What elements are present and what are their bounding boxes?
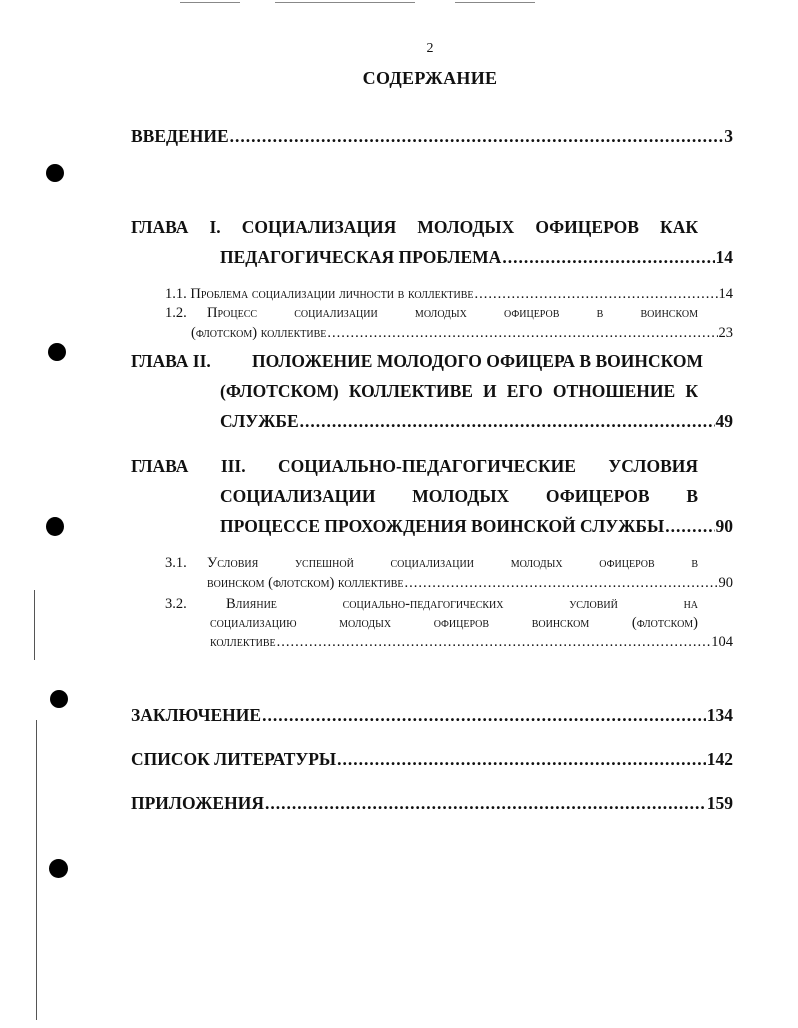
toc-page-number: 14	[718, 286, 733, 302]
toc-section-3-1-line1[interactable]: Условия успешной социализации молодых офицеров в	[207, 555, 699, 571]
toc-leader-dots	[230, 126, 724, 147]
toc-section-1-2-number: 1.2.	[165, 305, 187, 321]
toc-chapter-3-title-line1[interactable]: ГЛАВА III. СОЦИАЛЬНО-ПЕДАГОГИЧЕСКИЕ УСЛОВИЯ	[131, 456, 699, 476]
punch-hole-mark	[48, 343, 66, 361]
toc-entry-literature[interactable]: СПИСОК ЛИТЕРАТУРЫ ..... 142	[131, 749, 733, 770]
toc-page-number: 90	[718, 575, 733, 591]
toc-leader-dots	[475, 286, 718, 303]
toc-label: ВВЕДЕНИЕ	[131, 126, 229, 146]
toc-section-1-2-line2[interactable]: (флотском) коллективе ..... 23	[191, 325, 733, 342]
scan-artifact-line	[180, 2, 240, 3]
toc-chapter-3-title-line3[interactable]: ПРОЦЕССЕ ПРОХОЖДЕНИЯ ВОИНСКОЙ СЛУЖБЫ ..... 90	[220, 516, 733, 537]
scan-edge-line	[34, 590, 35, 660]
toc-leader-dots	[277, 634, 711, 651]
toc-page-number: 14	[715, 247, 733, 267]
toc-section-3-2-line1[interactable]: Влияние социально-педагогических условий на	[226, 596, 699, 612]
toc-leader-dots	[665, 516, 714, 537]
toc-chapter-2-title-line1[interactable]: ПОЛОЖЕНИЕ МОЛОДОГО ОФИЦЕРА В ВОИНСКОМ	[252, 351, 704, 371]
scan-artifact-line	[275, 2, 415, 3]
punch-hole-mark	[49, 859, 68, 878]
toc-leader-dots	[300, 411, 715, 432]
toc-leader-dots	[502, 247, 714, 268]
toc-section-3-2-line3[interactable]: коллективе ..... 104	[210, 634, 733, 651]
toc-section-1-2-line1[interactable]: Процесс социализации молодых офицеров в воинском	[207, 305, 699, 321]
toc-section-3-1-number: 3.1.	[165, 555, 187, 571]
toc-page-number: 142	[706, 749, 733, 769]
page-title: СОДЕРЖАНИЕ	[362, 68, 498, 88]
toc-entry-appendix[interactable]: ПРИЛОЖЕНИЯ ..... 159	[131, 793, 733, 814]
toc-leader-dots	[337, 749, 706, 770]
toc-page-number: 134	[706, 705, 733, 725]
scan-artifact-line	[455, 2, 535, 3]
toc-section-3-2-number: 3.2.	[165, 596, 187, 612]
toc-page-number: 49	[715, 411, 733, 431]
toc-chapter-1-title-line1[interactable]: ГЛАВА I. СОЦИАЛИЗАЦИЯ МОЛОДЫХ ОФИЦЕРОВ КАК	[131, 217, 699, 237]
toc-entry-conclusion[interactable]: ЗАКЛЮЧЕНИЕ ..... 134	[131, 705, 733, 726]
toc-chapter-3-title-line2[interactable]: СОЦИАЛИЗАЦИИ МОЛОДЫХ ОФИЦЕРОВ В	[220, 486, 698, 506]
toc-leader-dots	[265, 793, 706, 814]
toc-chapter-2-title-line2[interactable]: (ФЛОТСКОМ) КОЛЛЕКТИВЕ И ЕГО ОТНОШЕНИЕ К	[220, 381, 699, 401]
toc-section-3-1-line2[interactable]: воинском (флотском) коллективе ..... 90	[207, 575, 733, 592]
punch-hole-mark	[46, 517, 64, 536]
punch-hole-mark	[46, 164, 64, 182]
toc-page-number: 104	[711, 634, 733, 650]
toc-chapter-1-title-line2[interactable]: ПЕДАГОГИЧЕСКАЯ ПРОБЛЕМА ..... 14	[220, 247, 733, 268]
toc-page-number: 90	[715, 516, 733, 536]
toc-entry-intro[interactable]	[131, 126, 733, 147]
scan-edge-line	[36, 720, 37, 1020]
toc-page-number: 159	[706, 793, 733, 813]
toc-page-number: 3	[724, 126, 733, 146]
page-number: 2	[426, 41, 434, 56]
toc-chapter-2-head[interactable]: ГЛАВА II.	[131, 351, 211, 371]
toc-leader-dots	[262, 705, 706, 726]
toc-leader-dots	[405, 575, 718, 592]
toc-leader-dots	[327, 325, 717, 342]
toc-section-1-1[interactable]: 1.1. Проблема социализации личности в коллективе ..... 14	[165, 286, 733, 303]
toc-section-3-2-line2[interactable]: социализацию молодых офицеров воинском (флотском)	[210, 615, 699, 631]
toc-page-number: 23	[718, 325, 733, 341]
toc-chapter-2-title-line3[interactable]: СЛУЖБЕ ..... 49	[220, 411, 733, 432]
punch-hole-mark	[50, 690, 68, 708]
